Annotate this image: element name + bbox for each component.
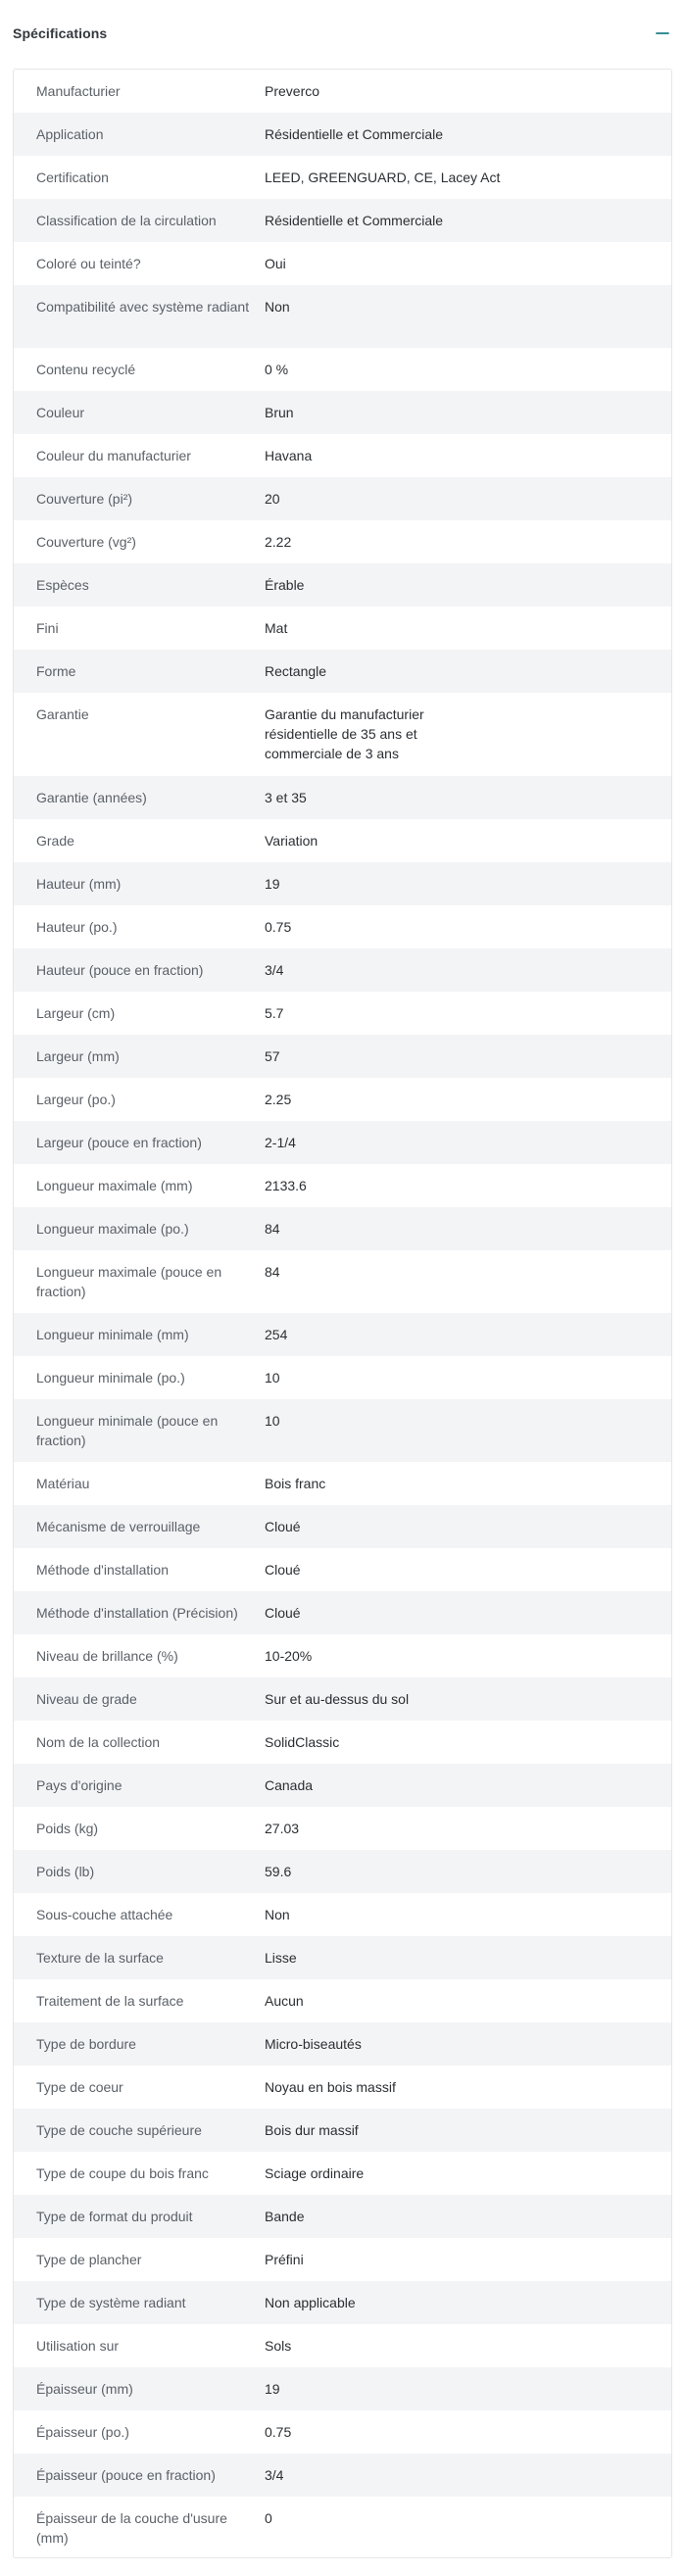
spec-value: LEED, GREENGUARD, CE, Lacey Act [265, 170, 501, 185]
spec-label: Largeur (po.) [36, 1092, 116, 1107]
spec-label: Application [36, 126, 104, 142]
spec-value: Érable [265, 577, 305, 593]
spec-row [14, 2281, 671, 2324]
spec-label: Méthode d'installation [36, 1562, 169, 1578]
spec-row [14, 1121, 671, 1164]
spec-value: Non [265, 1907, 290, 1922]
spec-row [14, 2109, 671, 2152]
spec-label: Longueur minimale (pouce en fraction) [36, 1413, 219, 1448]
spec-label: Contenu recyclé [36, 362, 136, 377]
spec-value: Résidentielle et Commerciale [265, 213, 444, 228]
spec-row [14, 1207, 671, 1250]
spec-row [14, 948, 671, 992]
spec-label: Pays d'origine [36, 1777, 122, 1793]
spec-row [14, 650, 671, 693]
spec-label: Type de plancher [36, 2252, 142, 2267]
spec-row [14, 905, 671, 948]
spec-label: Garantie (années) [36, 790, 147, 805]
spec-row [14, 1250, 671, 1313]
spec-row [14, 2195, 671, 2238]
spec-value: Sols [265, 2338, 292, 2354]
spec-value: Micro-biseautés [265, 2036, 362, 2052]
spec-row [14, 607, 671, 650]
spec-label: Méthode d'installation (Précision) [36, 1605, 238, 1621]
spec-row [14, 434, 671, 477]
specifications-table [13, 69, 672, 2558]
spec-label: Épaisseur de la couche d'usure (mm) [36, 2510, 227, 2546]
spec-label: Longueur maximale (pouce en fraction) [36, 1264, 222, 1299]
spec-value: Garantie du manufacturier résidentielle de 35 ans et commerciale de 3 ans [265, 706, 424, 761]
spec-label: Grade [36, 833, 74, 849]
spec-row [14, 1591, 671, 1634]
spec-row [14, 1078, 671, 1121]
spec-label: Niveau de grade [36, 1691, 137, 1707]
spec-label: Type de couche supérieure [36, 2122, 202, 2138]
spec-label: Certification [36, 170, 109, 185]
spec-label: Coloré ou teinté? [36, 256, 141, 271]
spec-label: Longueur minimale (mm) [36, 1327, 189, 1342]
specifications-accordion-header[interactable] [0, 0, 685, 67]
spec-value: Mat [265, 620, 288, 636]
spec-row [14, 520, 671, 563]
spec-value: Résidentielle et Commerciale [265, 126, 444, 142]
spec-value: Sciage ordinaire [265, 2165, 365, 2181]
spec-value: 10 [265, 1370, 280, 1385]
spec-value: 3 et 35 [265, 790, 307, 805]
spec-label: Longueur maximale (mm) [36, 1178, 193, 1193]
spec-row [14, 2324, 671, 2367]
spec-label: Type de coeur [36, 2079, 123, 2095]
spec-row [14, 2022, 671, 2066]
spec-value: 57 [265, 1048, 280, 1064]
spec-label: Couleur du manufacturier [36, 448, 191, 463]
spec-label: Type de coupe du bois franc [36, 2165, 209, 2181]
spec-row [14, 1462, 671, 1505]
spec-row [14, 1807, 671, 1850]
spec-value: 84 [265, 1264, 280, 1280]
spec-value: Preverco [265, 83, 320, 99]
spec-row [14, 1035, 671, 1078]
spec-value: Cloué [265, 1562, 301, 1578]
spec-row [14, 1936, 671, 1979]
spec-value: Cloué [265, 1605, 301, 1621]
spec-row [14, 563, 671, 607]
spec-value: Bois dur massif [265, 2122, 359, 2138]
spec-row [14, 992, 671, 1035]
spec-label: Classification de la circulation [36, 213, 217, 228]
spec-value: Préfini [265, 2252, 304, 2267]
spec-label: Largeur (mm) [36, 1048, 120, 1064]
spec-row [14, 199, 671, 242]
spec-row [14, 1893, 671, 1936]
spec-value: Cloué [265, 1519, 301, 1534]
spec-row [14, 156, 671, 199]
spec-value: 0 [265, 2510, 272, 2526]
spec-row [14, 1634, 671, 1677]
spec-value: 2-1/4 [265, 1135, 296, 1150]
spec-label: Longueur maximale (po.) [36, 1221, 189, 1237]
spec-value: Rectangle [265, 663, 327, 679]
spec-row [14, 819, 671, 862]
spec-label: Hauteur (po.) [36, 919, 118, 935]
spec-label: Type de format du produit [36, 2209, 193, 2224]
spec-label: Type de bordure [36, 2036, 136, 2052]
spec-row [14, 862, 671, 905]
spec-label: Nom de la collection [36, 1734, 161, 1750]
spec-row [14, 1356, 671, 1399]
spec-value: Brun [265, 405, 294, 420]
spec-value: 0.75 [265, 2424, 292, 2440]
spec-value: 19 [265, 876, 280, 892]
spec-label: Poids (kg) [36, 1821, 99, 1836]
spec-row [14, 1979, 671, 2022]
spec-label: Compatibilité avec système radiant [36, 299, 250, 315]
spec-row [14, 776, 671, 819]
section-title: Spécifications [13, 25, 108, 41]
spec-row [14, 1313, 671, 1356]
spec-label: Mécanisme de verrouillage [36, 1519, 201, 1534]
spec-row [14, 1850, 671, 1893]
spec-value: Non [265, 299, 290, 315]
spec-row [14, 2066, 671, 2109]
spec-value: 27.03 [265, 1821, 300, 1836]
spec-value: 84 [265, 1221, 280, 1237]
spec-row [14, 2410, 671, 2454]
spec-label: Largeur (pouce en fraction) [36, 1135, 202, 1150]
spec-label: Utilisation sur [36, 2338, 120, 2354]
spec-row [14, 1399, 671, 1462]
spec-row [14, 2367, 671, 2410]
spec-value: 0 % [265, 362, 289, 377]
spec-row [14, 391, 671, 434]
spec-label: Sous-couche attachée [36, 1907, 173, 1922]
spec-row [14, 113, 671, 156]
spec-value: 0.75 [265, 919, 292, 935]
spec-label: Forme [36, 663, 76, 679]
spec-value: Oui [265, 256, 286, 271]
spec-label: Couverture (vg²) [36, 534, 136, 550]
spec-row [14, 2497, 671, 2557]
spec-row [14, 2152, 671, 2195]
spec-row [14, 1548, 671, 1591]
spec-label: Couleur [36, 405, 85, 420]
spec-value: 20 [265, 491, 280, 507]
spec-value: 10-20% [265, 1648, 313, 1664]
spec-label: Niveau de brillance (%) [36, 1648, 178, 1664]
spec-label: Longueur minimale (po.) [36, 1370, 185, 1385]
spec-value: 19 [265, 2381, 280, 2397]
minus-icon[interactable] [652, 23, 673, 44]
spec-row [14, 693, 671, 776]
spec-value: Bande [265, 2209, 305, 2224]
spec-row [14, 285, 671, 348]
spec-row [14, 1677, 671, 1721]
spec-row [14, 1505, 671, 1548]
spec-label: Fini [36, 620, 59, 636]
spec-value: Bois franc [265, 1476, 326, 1491]
spec-value: Canada [265, 1777, 314, 1793]
spec-label: Couverture (pi²) [36, 491, 133, 507]
spec-row [14, 2454, 671, 2497]
spec-value: 59.6 [265, 1864, 292, 1879]
spec-label: Espèces [36, 577, 89, 593]
spec-row [14, 70, 671, 113]
spec-row [14, 477, 671, 520]
spec-label: Matériau [36, 1476, 90, 1491]
spec-value: 2133.6 [265, 1178, 307, 1193]
spec-value: Havana [265, 448, 313, 463]
spec-value: 2.22 [265, 534, 292, 550]
spec-value: SolidClassic [265, 1734, 340, 1750]
spec-value: 3/4 [265, 962, 284, 978]
spec-value: Sur et au-dessus du sol [265, 1691, 410, 1707]
spec-label: Poids (lb) [36, 1864, 95, 1879]
spec-label: Garantie [36, 706, 89, 722]
spec-value: Aucun [265, 1993, 304, 2009]
spec-value: Variation [265, 833, 318, 849]
spec-value: Lisse [265, 1950, 297, 1966]
spec-value: 2.25 [265, 1092, 292, 1107]
spec-label: Épaisseur (pouce en fraction) [36, 2467, 216, 2483]
spec-label: Type de système radiant [36, 2295, 186, 2310]
spec-label: Épaisseur (po.) [36, 2424, 129, 2440]
spec-label: Épaisseur (mm) [36, 2381, 133, 2397]
spec-label: Manufacturier [36, 83, 121, 99]
spec-value: Non applicable [265, 2295, 356, 2310]
spec-row [14, 1764, 671, 1807]
spec-row [14, 2238, 671, 2281]
spec-value: Noyau en bois massif [265, 2079, 396, 2095]
spec-label: Texture de la surface [36, 1950, 164, 1966]
spec-row [14, 242, 671, 285]
spec-value: 10 [265, 1413, 280, 1429]
spec-label: Traitement de la surface [36, 1993, 184, 2009]
spec-value: 5.7 [265, 1005, 284, 1021]
spec-label: Largeur (cm) [36, 1005, 116, 1021]
spec-label: Hauteur (pouce en fraction) [36, 962, 204, 978]
spec-value: 254 [265, 1327, 288, 1342]
spec-row [14, 1164, 671, 1207]
spec-value: 3/4 [265, 2467, 284, 2483]
spec-row [14, 348, 671, 391]
spec-row [14, 1721, 671, 1764]
spec-label: Hauteur (mm) [36, 876, 122, 892]
